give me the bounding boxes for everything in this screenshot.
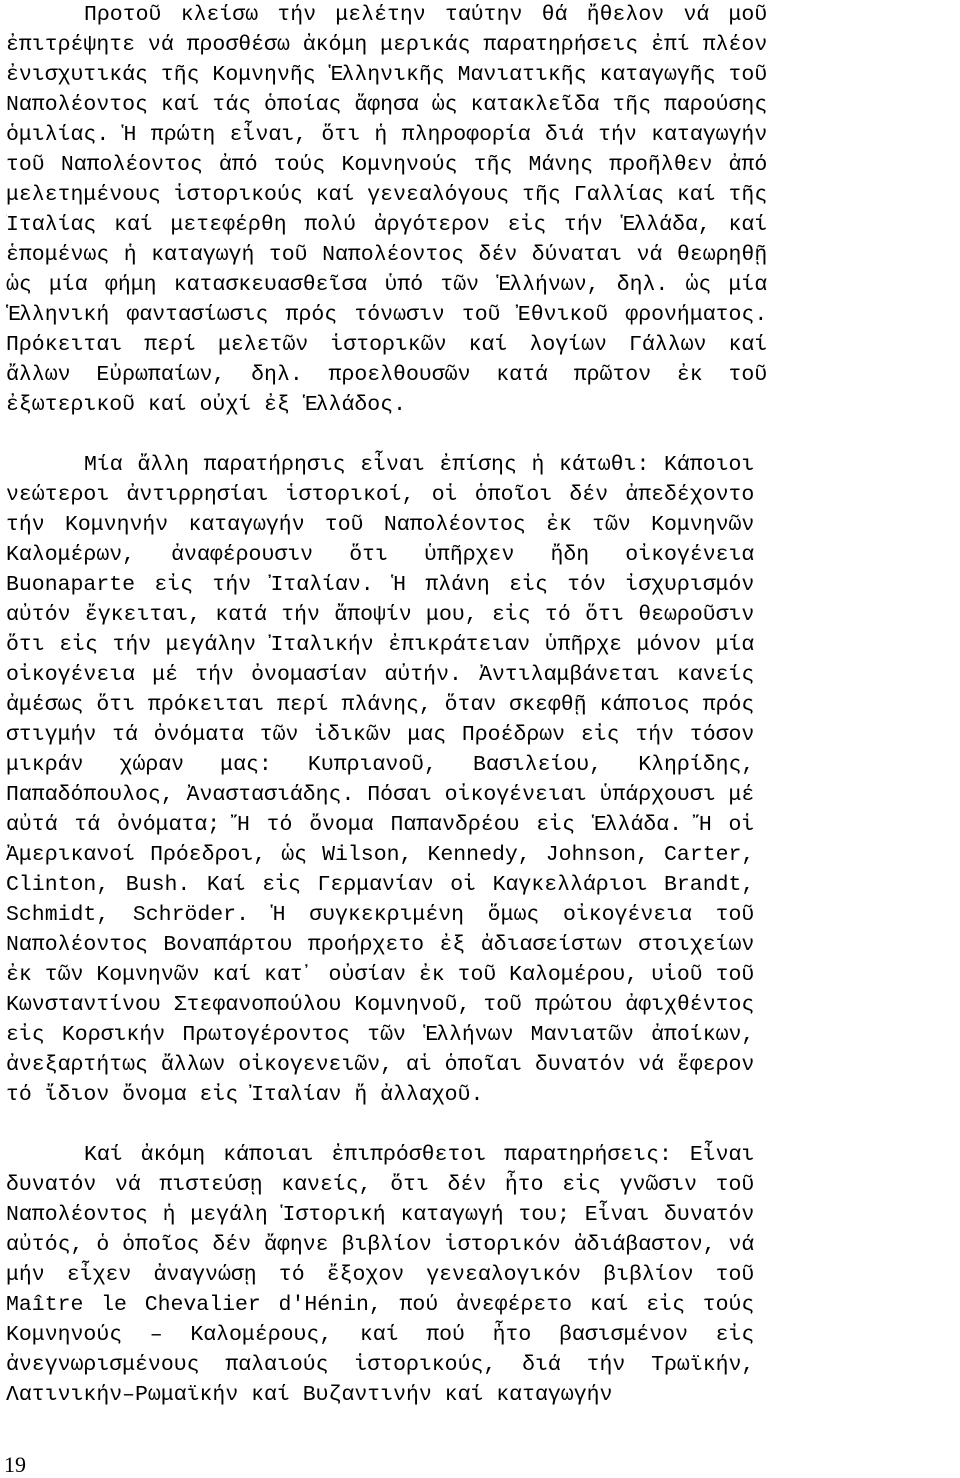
text-line: Schmidt, Schröder. Ἡ συγκεκριμένη ὅμως οἰκογένεια τοῦ — [6, 903, 755, 927]
text-line: ἀνεγνωρισμένους παλαιούς ἱστορικούς, διά τήν Τρωϊκήν, — [6, 1353, 755, 1377]
text-line: ἑπομένως ἡ καταγωγή τοῦ Ναπολέοντος δέν δύναται νά θεωρηθῇ — [6, 243, 768, 267]
text-line: μικράν χώραν μας: Κυπριανοῦ, Βασιλείου, Κληρίδης, — [6, 753, 755, 777]
text-line: Ἀμερικανοί Πρόεδροι, ὡς Wilson, Kennedy, Johnson, Carter, — [6, 843, 755, 867]
text-line: δυνατόν νά πιστεύσῃ κανείς, ὅτι δέν ἦτο εἰς γνῶσιν τοῦ — [6, 1173, 755, 1197]
text-line: Ναπολέοντος ἡ μεγάλη Ἱστορική καταγωγή του; Εἶναι δυνατόν — [6, 1203, 755, 1227]
text-line: τοῦ Ναπολέοντος ἀπό τούς Κομνηνούς τῆς Μάνης προῆλθεν ἀπό — [6, 153, 768, 177]
text-line: ἐπιτρέψητε νά προσθέσω ἀκόμη μερικάς παρατηρήσεις ἐπί πλέον — [6, 33, 768, 57]
text-line: τήν Κομνηνήν καταγωγήν τοῦ Ναπολέοντος ἐκ τῶν Κομνηνῶν — [6, 513, 755, 537]
text-line: Ναπολέοντος Βοναπάρτου προήρχετο ἐξ ἀδιασείστων στοιχείων — [6, 933, 755, 957]
text-line: οἰκογένεια μέ τήν ὀνομασίαν αὐτήν. Ἀντιλαμβάνεται κανείς — [6, 663, 755, 687]
text-line: ὡς μία φήμη κατασκευασθεῖσα ὑπό τῶν Ἑλλήνων, δηλ. ὡς μία — [6, 273, 768, 297]
text-line: Κωνσταντίνου Στεφανοπούλου Κομνηνοῦ, τοῦ πρώτου ἀφιχθέντος — [6, 993, 755, 1017]
text-line: αὐτός, ὁ ὁποῖος δέν ἄφηνε βιβλίον ἱστορικόν ἀδιάβαστον, νά — [6, 1233, 755, 1257]
text-line: τό ἴδιον ὄνομα εἰς Ἰταλίαν ἤ ἀλλαχοῦ. — [6, 1083, 484, 1107]
text-line: ἐκ τῶν Κομνηνῶν καί κατ᾽ οὐσίαν ἐκ τοῦ Καλομέρου, υἱοῦ τοῦ — [6, 963, 755, 987]
text-line: Μία ἄλλη παρατήρησις εἶναι ἐπίσης ἡ κάτωθι: Κάποιοι — [84, 453, 755, 477]
paragraph-2 — [6, 450, 754, 1110]
text-line: ἄλλων Εὐρωπαίων, δηλ. προελθουσῶν κατά πρῶτον ἐκ τοῦ — [6, 363, 768, 387]
text-line: Παπαδόπουλος, Ἀναστασιάδης. Πόσαι οἰκογένειαι ὑπάρχουσι μέ — [6, 783, 755, 807]
text-line: ἀμέσως ὅτι πρόκειται περί πλάνης, ὅταν σκεφθῇ κάποιος πρός — [6, 693, 755, 717]
page-number: 19 — [4, 1452, 26, 1477]
text-line: ὁμιλίας. Ἡ πρώτη εἶναι, ὅτι ἡ πληροφορία διά τήν καταγωγήν — [6, 123, 768, 147]
text-line: στιγμήν τά ὀνόματα τῶν ἰδικῶν μας Προέδρων εἰς τήν τόσον — [6, 723, 755, 747]
paragraph-3 — [6, 1140, 754, 1410]
text-line: ὅτι εἰς τήν μεγάλην Ἰταλικήν ἐπικράτειαν ὑπῆρχε μόνον μία — [6, 633, 755, 657]
text-line: Ἰταλίας καί μετεφέρθη πολύ ἀργότερον εἰς τήν Ἑλλάδα, καί — [6, 213, 768, 237]
text-line: αὐτόν ἔγκειται, κατά τήν ἄποψίν μου, εἰς τό ὅτι θεωροῦσιν — [6, 603, 755, 627]
text-line: Ἑλληνική φαντασίωσις πρός τόνωσιν τοῦ Ἐθνικοῦ φρονήματος. — [6, 303, 768, 327]
text-line: μήν εἶχεν ἀναγνώσῃ τό ἔξοχον γενεαλογικόν βιβλίον τοῦ — [6, 1263, 755, 1287]
text-line: Πρόκειται περί μελετῶν ἱστορικῶν καί λογίων Γάλλων καί — [6, 333, 768, 357]
text-line: Buonaparte εἰς τήν Ἰταλίαν. Ἡ πλάνη εἰς τόν ἰσχυρισμόν — [6, 573, 755, 597]
text-line: ἀνεξαρτήτως ἄλλων οἰκογενειῶν, αἱ ὁποῖαι δυνατόν νά ἔφερον — [6, 1053, 755, 1077]
text-line: ἐνισχυτικάς τῆς Κομνηνῆς Ἑλληνικῆς Μανιατικῆς καταγωγῆς τοῦ — [6, 63, 768, 87]
text-line: εἰς Κορσικήν Πρωτογέροντος τῶν Ἑλλήνων Μανιατῶν ἀποίκων, — [6, 1023, 755, 1047]
text-line: Καί ἀκόμη κάποιαι ἐπιπρόσθετοι παρατηρήσεις: Εἶναι — [84, 1143, 755, 1167]
paragraph-1 — [6, 0, 767, 420]
text-line: αὐτά τά ὀνόματα; Ἤ τό ὄνομα Παπανδρέου εἰς Ἑλλάδα. Ἤ οἱ — [6, 813, 755, 837]
text-line: Καλομέρων, ἀναφέρουσιν ὅτι ὑπῆρχεν ἤδη οἰκογένεια — [6, 543, 755, 567]
text-line: μελετημένους ἱστορικούς καί γενεαλόγους τῆς Γαλλίας καί τῆς — [6, 183, 768, 207]
text-line: νεώτεροι ἀντιρρησίαι ἱστορικοί, οἱ ὁποῖοι δέν ἀπεδέχοντο — [6, 483, 755, 507]
text-line: ἐξωτερικοῦ καί οὐχί ἐξ Ἑλλάδος. — [6, 393, 406, 417]
text-line: Κομνηνούς – Καλομέρους, καί πού ἦτο βασισμένον εἰς — [6, 1323, 755, 1347]
text-line: Clinton, Bush. Καί εἰς Γερμανίαν οἱ Καγκελλάριοι Brandt, — [6, 873, 755, 897]
text-line: Λατινικήν–Ρωμαϊκήν καί Βυζαντινήν καί καταγωγήν — [6, 1383, 613, 1407]
text-line: Maître le Chevalier d'Hénin, πού ἀνεφέρετο καί εἰς τούς — [6, 1293, 755, 1317]
text-line: Ναπολέοντος καί τάς ὁποίας ἄφησα ὡς κατακλεῖδα τῆς παρούσης — [6, 93, 768, 117]
text-line: Προτοῦ κλείσω τήν μελέτην ταύτην θά ἤθελον νά μοῦ — [84, 3, 768, 27]
